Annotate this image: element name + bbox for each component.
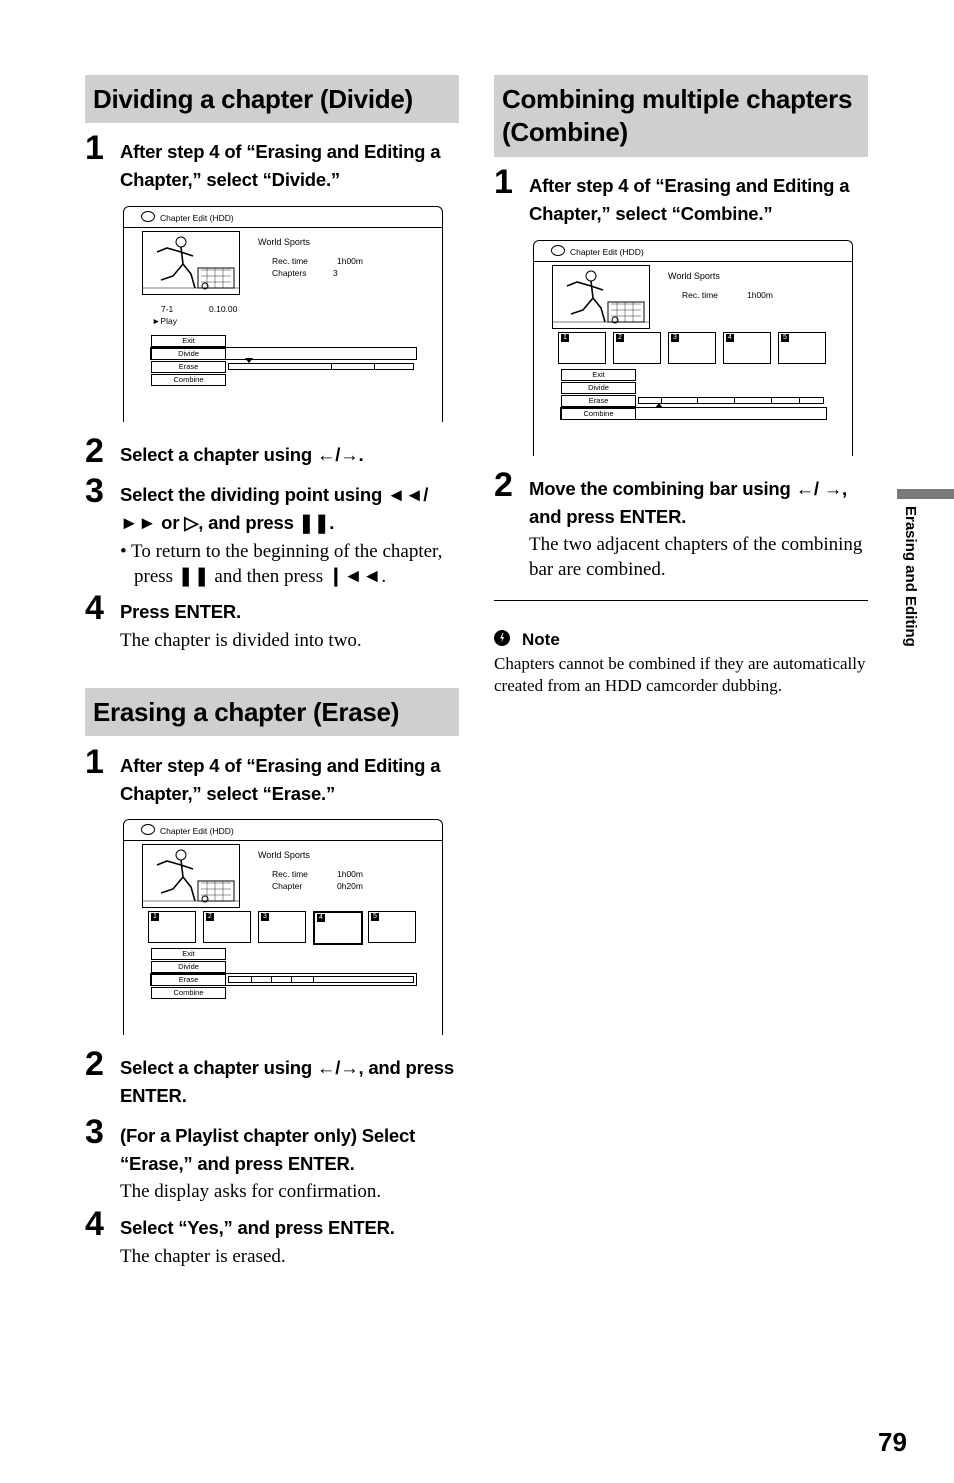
- chapter-thumbnail[interactable]: 3: [668, 332, 716, 364]
- osd-title-bar: [124, 207, 442, 228]
- step-number: 2: [85, 432, 104, 470]
- osd-screen-divide: [123, 206, 443, 422]
- step-text: Select the dividing point using ◄◄/ ►► or ▷, and press ❚❚.: [120, 484, 429, 533]
- step-number: 4: [85, 589, 104, 627]
- side-tab-label: Erasing and Editing: [902, 506, 919, 647]
- section-heading-combine: Combining multiple chapters (Combine): [494, 75, 868, 157]
- osd-title-bar: [534, 241, 852, 262]
- menu-exit[interactable]: Exit: [151, 335, 226, 347]
- step-number: 2: [85, 1045, 104, 1083]
- preview-thumbnail: [552, 265, 650, 329]
- program-title: World Sports: [258, 850, 310, 860]
- program-title: World Sports: [668, 271, 720, 281]
- step-number: 1: [85, 743, 104, 781]
- step-text: After step 4 of “Erasing and Editing a Chapter,” select “Divide.”: [120, 141, 441, 190]
- chapter-bar: [228, 976, 414, 983]
- section-heading-divide: Dividing a chapter (Divide): [85, 75, 459, 123]
- menu-erase[interactable]: Erase: [561, 395, 636, 407]
- osd-title: Chapter Edit (HDD): [160, 826, 234, 836]
- soccer-player-image: [553, 266, 649, 328]
- program-title: World Sports: [258, 237, 310, 247]
- menu-exit[interactable]: Exit: [561, 369, 636, 381]
- step-text: Press ENTER.: [120, 601, 241, 622]
- rec-time-label: Rec. time: [272, 256, 308, 266]
- chapter-index: 7-1: [161, 304, 174, 314]
- chapters-value: 3: [333, 268, 338, 278]
- preview-thumbnail: [142, 231, 240, 295]
- note-icon: [494, 630, 510, 646]
- step-text: (For a Playlist chapter only) Select “Erase,” and press ENTER.: [120, 1125, 416, 1174]
- chapter-thumbnail[interactable]: 2: [203, 911, 251, 943]
- rec-time-value: 1h00m: [337, 256, 363, 266]
- osd-screen-erase: [123, 819, 443, 1035]
- menu-exit[interactable]: Exit: [151, 948, 226, 960]
- note-label: Note: [522, 630, 560, 649]
- menu-combine[interactable]: Combine: [151, 374, 226, 386]
- page-number: 79: [878, 1427, 907, 1457]
- menu-combine[interactable]: Combine: [151, 987, 226, 999]
- step-text: After step 4 of “Erasing and Editing a Chapter,” select “Combine.”: [529, 175, 850, 224]
- step-text: Select a chapter using ←/→, and press ENTER.: [120, 1057, 454, 1106]
- step-text: Select “Yes,” and press ENTER.: [120, 1217, 395, 1238]
- menu-combine[interactable]: Combine: [561, 408, 636, 420]
- step-number: 1: [85, 129, 104, 167]
- body-text: The display asks for confirmation.: [120, 1181, 382, 1202]
- chapter-value: 0h20m: [337, 881, 363, 891]
- chapter-thumbnail[interactable]: 1: [558, 332, 606, 364]
- step-number: 3: [85, 1113, 104, 1151]
- rec-time-value: 1h00m: [337, 869, 363, 879]
- chapter-label: Chapter: [272, 881, 303, 891]
- body-text: The two adjacent chapters of the combining bar are combined.: [529, 534, 863, 580]
- note-text: Chapters cannot be combined if they are automatically created from an HDD camcorder dubbing.: [494, 654, 866, 695]
- step-text: Move the combining bar using ←/ →, and press ENTER.: [529, 478, 847, 527]
- hdd-disc-icon: [551, 245, 565, 256]
- menu-divide[interactable]: Divide: [151, 961, 226, 973]
- chapter-thumbnail[interactable]: 1: [148, 911, 196, 943]
- menu-erase[interactable]: Erase: [151, 974, 226, 986]
- step-number: 2: [494, 466, 513, 504]
- soccer-player-image: [143, 845, 239, 907]
- divider-rule: [494, 600, 868, 601]
- rec-time-label: Rec. time: [682, 290, 718, 300]
- section-heading-erase: Erasing a chapter (Erase): [85, 688, 459, 736]
- chapter-thumbnail[interactable]: 5: [368, 911, 416, 943]
- preview-thumbnail: [142, 844, 240, 908]
- menu-erase[interactable]: Erase: [151, 361, 226, 373]
- chapter-bar: [638, 397, 824, 404]
- osd-screen-combine: [533, 240, 853, 456]
- menu-divide[interactable]: Divide: [151, 348, 226, 360]
- play-status: ►Play: [152, 316, 177, 326]
- step-number: 3: [85, 472, 104, 510]
- body-text: The chapter is erased.: [120, 1246, 286, 1267]
- soccer-player-image: [143, 232, 239, 294]
- chapters-label: Chapters: [272, 268, 307, 278]
- chapter-thumbnail[interactable]: 4: [723, 332, 771, 364]
- chapter-tab-marker: [897, 489, 954, 499]
- chapter-thumbnail-selected[interactable]: 4: [313, 911, 363, 945]
- step-text: After step 4 of “Erasing and Editing a Chapter,” select “Erase.”: [120, 755, 441, 804]
- rec-time-value: 1h00m: [747, 290, 773, 300]
- hdd-disc-icon: [141, 824, 155, 835]
- bullet-text: • To return to the beginning of the chapter, press ❚❚ and then press ❙◄◄.: [120, 541, 443, 587]
- step-text: Select a chapter using ←/→.: [120, 444, 364, 465]
- osd-title: Chapter Edit (HDD): [570, 247, 644, 257]
- body-text: The chapter is divided into two.: [120, 630, 362, 651]
- timecode: 0.10.00: [209, 304, 238, 314]
- chapter-thumbnail[interactable]: 2: [613, 332, 661, 364]
- step-number: 1: [494, 163, 513, 201]
- osd-title: Chapter Edit (HDD): [160, 213, 234, 223]
- rec-time-label: Rec. time: [272, 869, 308, 879]
- hdd-disc-icon: [141, 211, 155, 222]
- divide-point-marker-icon: [245, 358, 253, 363]
- menu-divide[interactable]: Divide: [561, 382, 636, 394]
- osd-title-bar: [124, 820, 442, 841]
- chapter-bar: [228, 363, 414, 370]
- chapter-thumbnail[interactable]: 3: [258, 911, 306, 943]
- chapter-thumbnail[interactable]: 5: [778, 332, 826, 364]
- step-number: 4: [85, 1205, 104, 1243]
